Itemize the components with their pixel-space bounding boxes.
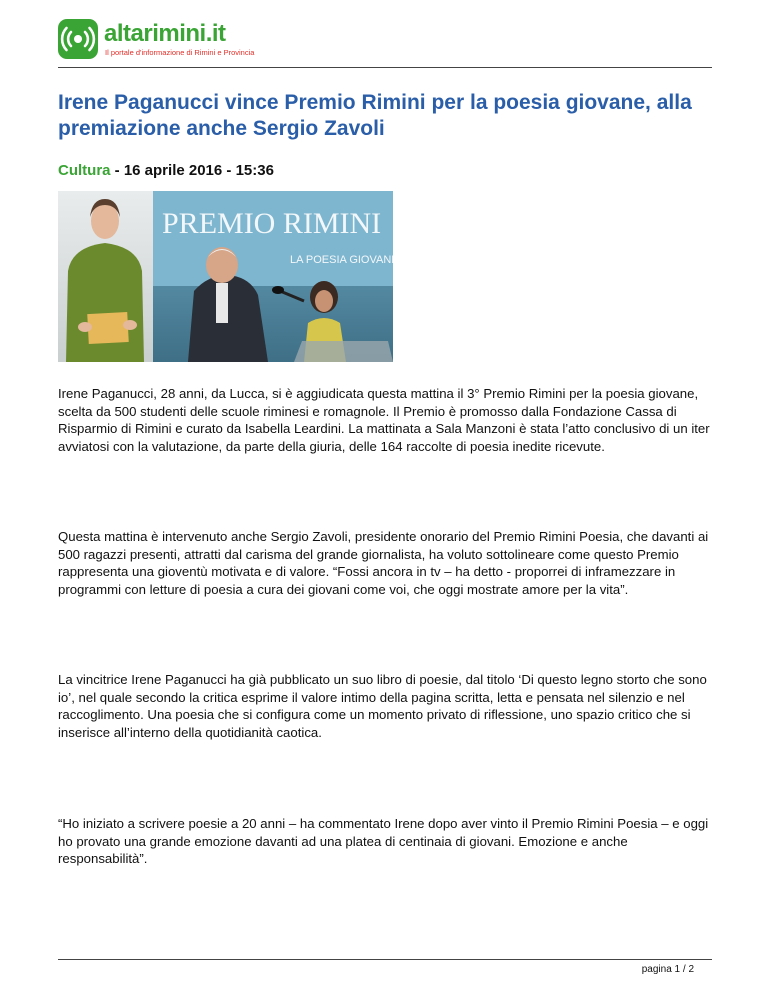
broadcast-signal-icon xyxy=(58,19,98,59)
article-photo xyxy=(58,191,393,362)
category-link[interactable]: Cultura xyxy=(58,162,111,179)
article-title: Irene Paganucci vince Premio Rimini per la poesia giovane, alla premiazione anche Sergio Zavoli xyxy=(58,91,692,140)
article-paragraph-2: Questa mattina è intervenuto anche Sergio Zavoli, presidente onorario del Premio Rimini Poesia, che davanti ai 500 ragazzi presenti, attratti dal carisma del grande giornalista, ha voluto sottolineare come questo Premio rappresenta una gioventù motivata e di valore. “Fossi ancora in tv – ha detto - proporrei di inframezzare in programmi con letture di poesia a cura dei giovani come voi, che oggi mostrate amore per la vita”. xyxy=(58,529,709,597)
article-date: - 16 aprile 2016 - 15:36 xyxy=(110,162,274,179)
article-meta xyxy=(58,162,274,179)
article-paragraph-1: Irene Paganucci, 28 anni, da Lucca, si è aggiudicata questa mattina il 3° Premio Rimini per la poesia giovane, scelta da 500 studenti delle scuole riminesi e romagnole. Il Premio è promosso dalla Fondazione Cassa di Risparmio di Rimini e curato da Isabella Leardini. La mattinata a Sala Manzoni è stata l’atto conclusivo di un iter avviatosi con la valutazione, da parte della giuria, delle 164 raccolte di poesia inedite ricevute. xyxy=(58,386,710,454)
footer-divider xyxy=(58,959,712,960)
page-number: pagina 1 / 2 xyxy=(641,964,694,975)
site-logo[interactable] xyxy=(58,19,255,59)
site-name: altarimini.it xyxy=(104,20,226,47)
article-paragraph-3: La vincitrice Irene Paganucci ha già pubblicato un suo libro di poesie, dal titolo ‘Di questo legno storto che sono io’, nel quale secondo la critica esprime il valore intimo della pagina scritta, letta e pensata nel silenzio e nel raccoglimento. Una poesia che si configura come un momento privato di riflessione, uno spazio critico che si inserisce all’interno della quotidianità caotica. xyxy=(58,672,707,740)
header-divider xyxy=(58,67,712,68)
banner-text-top: PREMIO RIMINI xyxy=(162,207,382,240)
site-tagline: Il portale d'informazione di Rimini e Provincia xyxy=(105,48,255,57)
article-paragraph-4: “Ho iniziato a scrivere poesie a 20 anni – ha commentato Irene dopo aver vinto il Premio Rimini Poesia – e oggi ho provato una grande emozione davanti ad una platea di centinaia di giovani. Emozione e anche responsabilità”. xyxy=(58,816,709,867)
banner-text-sub: LA POESIA GIOVANE xyxy=(290,254,393,266)
